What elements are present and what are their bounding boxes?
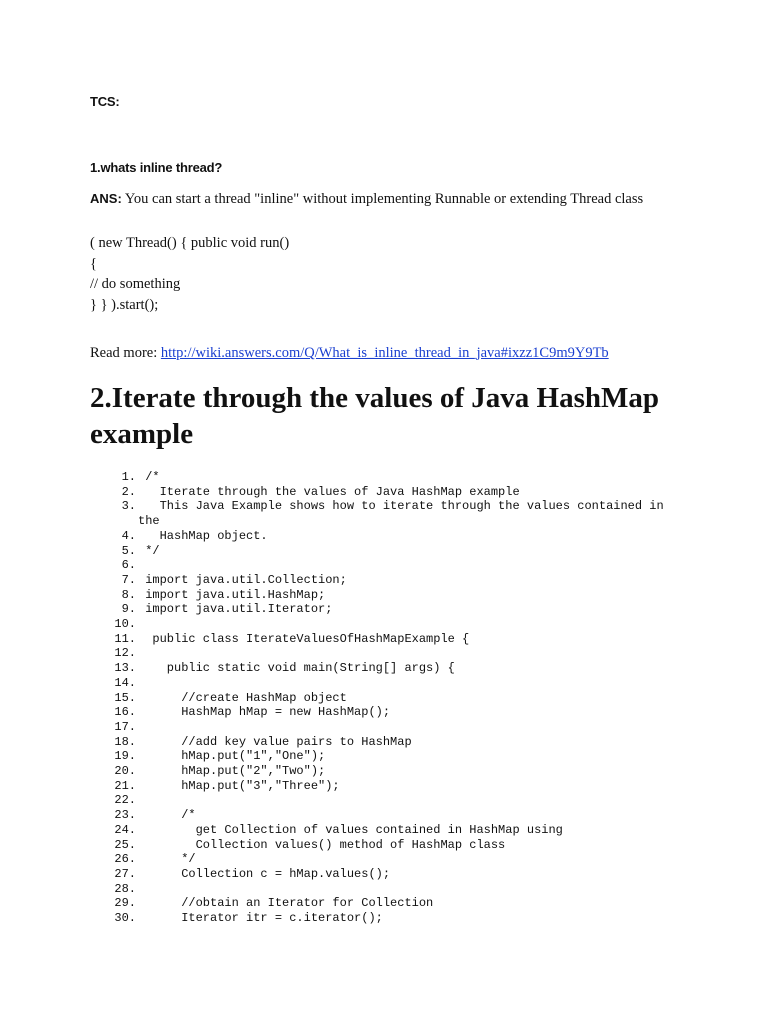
code-line-text: /* — [138, 470, 160, 484]
code-line-number: 23. — [114, 808, 136, 823]
code-line-number: 26. — [114, 852, 136, 867]
code-line — [106, 529, 664, 544]
code-line-number: 3. — [121, 499, 136, 514]
code-line-text: hMap.put("1","One"); — [138, 749, 326, 764]
code-line-number: 5. — [121, 543, 136, 558]
read-more — [90, 345, 609, 362]
code-line-number: 1. — [121, 470, 136, 484]
code-line-text: //create HashMap object — [138, 690, 347, 705]
code-line — [106, 838, 664, 853]
code-line-number: 9. — [121, 602, 136, 617]
code-line-number: 18. — [114, 734, 136, 749]
section-heading: 2.Iterate through the values of Java HashMap example — [90, 382, 659, 450]
code-line-text: Iterate through the values of Java HashMap example — [138, 484, 520, 499]
code-line — [106, 705, 664, 720]
code-line-text — [136, 558, 138, 573]
code-line — [106, 735, 664, 750]
code-line-text: import java.util.Iterator; — [138, 602, 333, 617]
code-line — [106, 720, 664, 735]
code-line — [106, 646, 664, 661]
code-line-text: import java.util.Collection; — [138, 572, 347, 587]
code-line-text: //obtain an Iterator for Collection — [138, 896, 434, 911]
code-line — [106, 602, 664, 617]
read-more-link[interactable]: http://wiki.answers.com/Q/What_is_inline_thread_in_java#ixzz1C9m9Y9Tb — [160, 345, 609, 361]
code-line-text: hMap.put("2","Two"); — [138, 764, 326, 779]
code-line-text: HashMap object. — [138, 528, 268, 543]
code-line-number: 29. — [114, 896, 136, 911]
code-line-number: 7. — [121, 572, 136, 587]
code-line-text: This Java Example shows how to iterate through the values contained in — [138, 499, 664, 514]
snippet-line: { — [90, 255, 97, 272]
code-line-text: HashMap hMap = new HashMap(); — [138, 705, 391, 720]
code-line — [106, 544, 664, 559]
code-line-text — [136, 617, 138, 632]
code-line-number: 4. — [121, 528, 136, 543]
code-line — [106, 470, 664, 485]
code-line — [106, 676, 664, 691]
code-line-number: 2. — [121, 484, 136, 499]
code-line-text: /* — [138, 808, 196, 823]
code-line-text: Collection values() method of HashMap class — [138, 837, 506, 852]
code-line — [106, 823, 664, 838]
code-line — [106, 911, 664, 926]
question-1: 1.whats inline thread? — [90, 160, 223, 175]
code-line-text: public class IterateValuesOfHashMapExample { — [138, 631, 470, 646]
snippet-line: ( new Thread() { public void run() — [90, 235, 290, 251]
code-line-number: 15. — [114, 690, 136, 705]
read-more-label: Read more: — [90, 345, 161, 361]
code-line-number: 12. — [114, 646, 136, 661]
code-line-number: 21. — [114, 778, 136, 793]
code-line — [106, 499, 664, 514]
answer-label: ANS: — [90, 191, 122, 206]
code-line-text: Collection c = hMap.values(); — [138, 866, 391, 881]
code-listing — [106, 470, 664, 926]
code-line — [106, 793, 664, 808]
snippet-line: // do something — [90, 276, 181, 292]
code-line — [106, 867, 664, 882]
code-line-text — [136, 882, 138, 897]
code-line-number: 14. — [114, 675, 136, 690]
code-line — [106, 779, 664, 794]
code-line — [106, 882, 664, 897]
code-line-text: the — [138, 514, 160, 529]
code-line — [106, 514, 664, 529]
code-line-number: 13. — [114, 661, 136, 676]
code-line — [106, 617, 664, 632]
code-line-number: 27. — [114, 866, 136, 881]
code-line-text — [136, 676, 138, 691]
code-line-number: 10. — [114, 617, 136, 632]
code-line — [106, 661, 664, 676]
code-line-number: 11. — [114, 631, 136, 646]
code-line — [106, 896, 664, 911]
code-line-text: Iterator itr = c.iterator(); — [138, 911, 383, 926]
code-line-number: 6. — [121, 558, 136, 573]
code-line-text: hMap.put("3","Three"); — [138, 778, 340, 793]
code-line-text: public static void main(String[] args) { — [138, 661, 455, 676]
answer-text: You can start a thread "inline" without implementing Runnable or extending Thread class — [121, 191, 644, 207]
code-line-text: import java.util.HashMap; — [138, 587, 326, 602]
answer-line — [90, 191, 643, 208]
code-line — [106, 558, 664, 573]
code-line — [106, 749, 664, 764]
code-line — [106, 632, 664, 647]
section-label-tcs: TCS: — [90, 94, 120, 109]
code-line — [106, 691, 664, 706]
code-line-number: 20. — [114, 764, 136, 779]
code-line-number: 24. — [114, 822, 136, 837]
code-line-text — [136, 793, 138, 808]
code-line-number: 19. — [114, 749, 136, 764]
code-line-text: //add key value pairs to HashMap — [138, 734, 412, 749]
code-line-number: 16. — [114, 705, 136, 720]
code-line-text: */ — [138, 543, 160, 558]
code-line-text — [136, 720, 138, 735]
code-snippet — [90, 233, 289, 315]
code-line-number: 8. — [121, 587, 136, 602]
code-line-text: get Collection of values contained in HashMap using — [138, 822, 563, 837]
code-line — [106, 808, 664, 823]
code-line-number: 25. — [114, 837, 136, 852]
code-line-number: 17. — [114, 719, 136, 734]
code-line — [106, 764, 664, 779]
code-line — [106, 485, 664, 500]
code-line-number: 28. — [114, 881, 136, 896]
snippet-line: } } ).start(); — [90, 296, 159, 313]
code-line — [106, 852, 664, 867]
code-line-number: 30. — [114, 911, 136, 926]
code-line-text: */ — [138, 852, 196, 867]
code-line-number: 22. — [114, 793, 136, 808]
code-line-text — [136, 646, 138, 661]
code-line — [106, 588, 664, 603]
code-line — [106, 573, 664, 588]
